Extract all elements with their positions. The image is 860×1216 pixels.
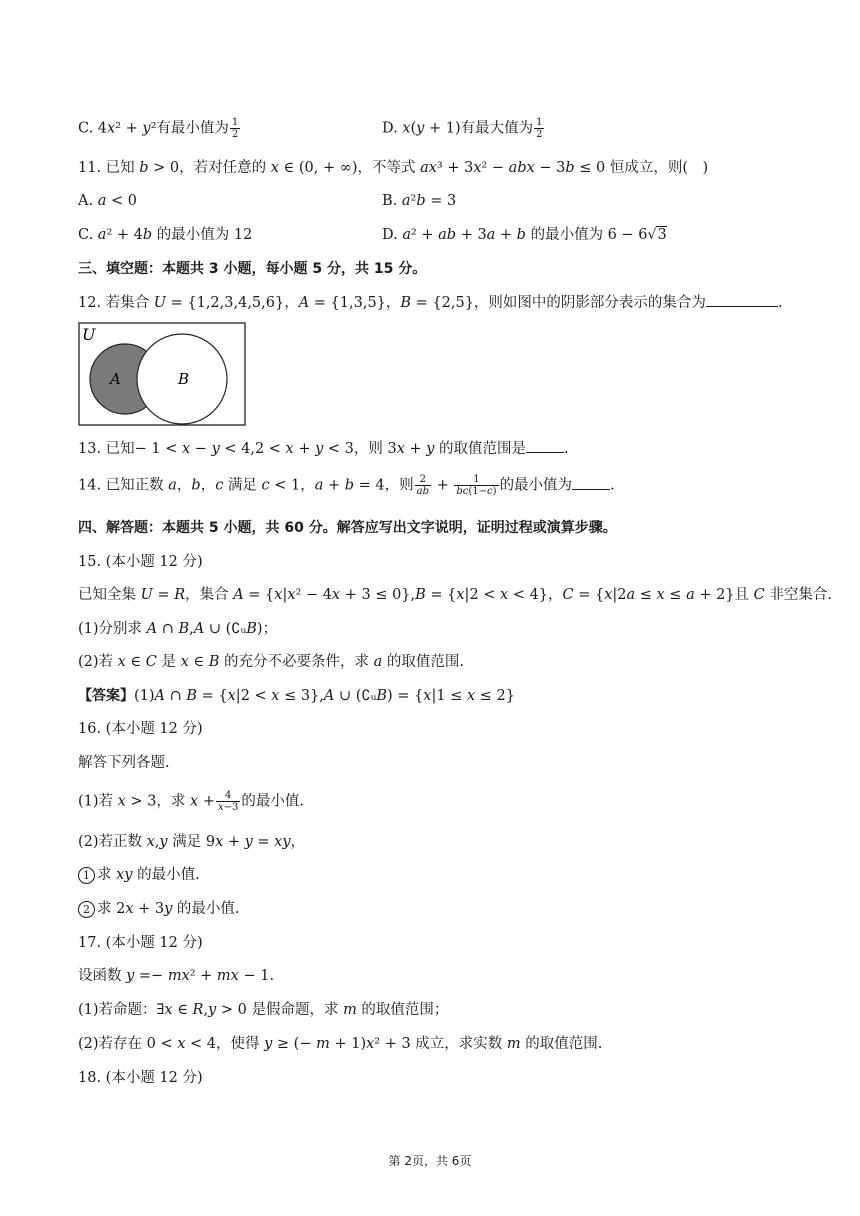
answer-label: 【答案】 bbox=[78, 688, 134, 704]
sqrt-radicand: 3 bbox=[657, 227, 667, 243]
q16-sub-1: 1 求 𝑥𝑦 的最小值. bbox=[78, 865, 200, 885]
q14-stem: 14. 已知正数 𝑎，𝑏，𝑐 满足 𝑐 < 1，𝑎 + 𝑏 = 4，则 $\frac{2}{\text{𝑎𝑏}}$ + $\frac{1}{\text{𝑏𝑐(1−𝑐)}}$ 的最小值为 . bbox=[78, 474, 615, 497]
q17-part-1: (1)若命题：∃𝑥 ∈ 𝑅,𝑦 > 0 是假命题，求 𝑚 的取值范围； bbox=[78, 1002, 449, 1018]
fraction-1-over-bc: $\frac{1}{\text{𝑏𝑐(1−𝑐)}}$ bbox=[456, 474, 497, 497]
q15-heading: 15. (本小题 12 分) bbox=[78, 554, 203, 570]
q18-heading: 18. (本小题 12 分) bbox=[78, 1070, 203, 1086]
q11-option-d bbox=[382, 225, 667, 245]
q13-text: 13. 已知− 1 < 𝑥 − 𝑦 < 4,2 < 𝑥 + 𝑦 < 3，则 3𝑥 + 𝑦 的取值范围是 bbox=[78, 441, 527, 457]
page-footer: 第 2页，共 6页 bbox=[388, 1154, 472, 1168]
q12-stem: 12. 若集合 𝑈 = {1,2,3,4,5,6}，𝐴 = {1,3,5}，𝐵 = {2,5}，则如图中的阴影部分表示的集合为 . bbox=[78, 292, 783, 313]
q10-option-d bbox=[382, 117, 545, 140]
q16-part-2: (2)若正数 𝑥,𝑦 满足 9𝑥 + 𝑦 = 𝑥𝑦， bbox=[78, 834, 306, 850]
q16-stem: 解答下列各题. bbox=[78, 755, 170, 771]
label-u: U bbox=[82, 325, 96, 344]
q11-stem: 11. 已知 𝑏 > 0，若对任意的 𝑥 ∈ (0, + ∞)，不等式 𝑎𝑥³ + 3𝑥² − 𝑎𝑏𝑥 − 3𝑏 ≤ 0 恒成立，则( ) bbox=[78, 160, 709, 176]
fraction-2-over-ab: $\frac{2}{\text{𝑎𝑏}}$ bbox=[416, 474, 430, 497]
q15-answer bbox=[78, 686, 515, 706]
q16-part-1-text: (1)若 𝑥 > 3，求 𝑥 + bbox=[78, 793, 215, 810]
sqrt-sign: √ bbox=[647, 227, 657, 243]
fraction-half: $\frac{1}{2}$ bbox=[231, 117, 239, 140]
q14-text: 14. 已知正数 𝑎，𝑏，𝑐 满足 𝑐 < 1，𝑎 + 𝑏 = 4，则 bbox=[78, 477, 414, 494]
label-a: A bbox=[110, 370, 121, 388]
q17-heading: 17. (本小题 12 分) bbox=[78, 935, 203, 951]
q15-part-2: (2)若 𝑥 ∈ 𝐶 是 𝑥 ∈ 𝐵 的充分不必要条件，求 𝑎 的取值范围. bbox=[78, 654, 464, 670]
q10-option-c bbox=[78, 117, 241, 140]
q11-option-b: B. 𝑎²𝑏 = 3 bbox=[382, 193, 457, 209]
q17-stem: 设函数 𝑦 =− 𝑚𝑥² + 𝑚𝑥 − 1. bbox=[78, 968, 275, 984]
q16-part-1: (1)若 𝑥 > 3，求 𝑥 + $\frac{4}{\text{𝑥−3}}$ 的最小值. bbox=[78, 790, 304, 813]
q15-stem: 已知全集 𝑈 = 𝑅，集合 𝐴 = {𝑥|𝑥² − 4𝑥 + 3 ≤ 0},𝐵 = {𝑥|2 < 𝑥 < 4}，𝐶 = {𝑥|2𝑎 ≤ 𝑥 ≤ 𝑎 + 2}且 𝐶 非空集合. bbox=[78, 587, 832, 603]
answer-text: (1)𝐴 ∩ 𝐵 = {𝑥|2 < 𝑥 ≤ 3},𝐴 ∪ (∁ᵤ𝐵) = {𝑥|1 ≤ 𝑥 ≤ 2} bbox=[134, 688, 515, 704]
q13-stem: 13. 已知− 1 < 𝑥 − 𝑦 < 4,2 < 𝑥 + 𝑦 < 3，则 3𝑥 + 𝑦 的取值范围是 . bbox=[78, 438, 569, 459]
answer-blank bbox=[706, 292, 778, 307]
q16-sub-2: 2 求 2𝑥 + 3𝑦 的最小值. bbox=[78, 899, 240, 919]
label-b: B bbox=[178, 370, 190, 388]
q11-option-d-text: D. 𝑎² + 𝑎𝑏 + 3𝑎 + 𝑏 的最小值为 6 − 6 bbox=[382, 227, 648, 243]
venn-diagram bbox=[78, 322, 248, 428]
q12-text: 12. 若集合 𝑈 = {1,2,3,4,5,6}，𝐴 = {1,3,5}，𝐵 = {2,5}，则如图中的阴影部分表示的集合为 bbox=[78, 295, 706, 311]
fraction-half: $\frac{1}{2}$ bbox=[536, 117, 543, 140]
section-3-title: 三、填空题：本题共 3 小题，每小题 5 分，共 15 分。 bbox=[78, 261, 427, 277]
circled-number-2: 2 bbox=[78, 901, 95, 918]
q16-heading: 16. (本小题 12 分) bbox=[78, 721, 203, 737]
q17-part-2: (2)若存在 0 < 𝑥 < 4，使得 𝑦 ≥ (− 𝑚 + 1)𝑥² + 3 成立，求实数 𝑚 的取值范围. bbox=[78, 1036, 603, 1052]
fraction-4-over-x-minus-3: $\frac{4}{\text{𝑥−3}}$ bbox=[217, 790, 239, 813]
answer-blank bbox=[526, 438, 564, 453]
q10-option-d-text: D. 𝑥(𝑦 + 1)有最大值为 bbox=[382, 120, 534, 137]
circled-number-1: 1 bbox=[78, 867, 95, 884]
q10-option-c-text: C. 4𝑥² + 𝑦²有最小值为 bbox=[78, 120, 229, 137]
q11-option-c: C. 𝑎² + 4𝑏 的最小值为 12 bbox=[78, 227, 253, 243]
q15-part-1: (1)分别求 𝐴 ∩ 𝐵,𝐴 ∪ (∁ᵤ𝐵)； bbox=[78, 621, 278, 637]
section-4-title: 四、解答题：本题共 5 小题，共 60 分。解答应写出文字说明，证明过程或演算步骤。 bbox=[78, 520, 617, 536]
q11-option-a: A. 𝑎 < 0 bbox=[78, 193, 137, 209]
answer-blank bbox=[572, 475, 610, 490]
